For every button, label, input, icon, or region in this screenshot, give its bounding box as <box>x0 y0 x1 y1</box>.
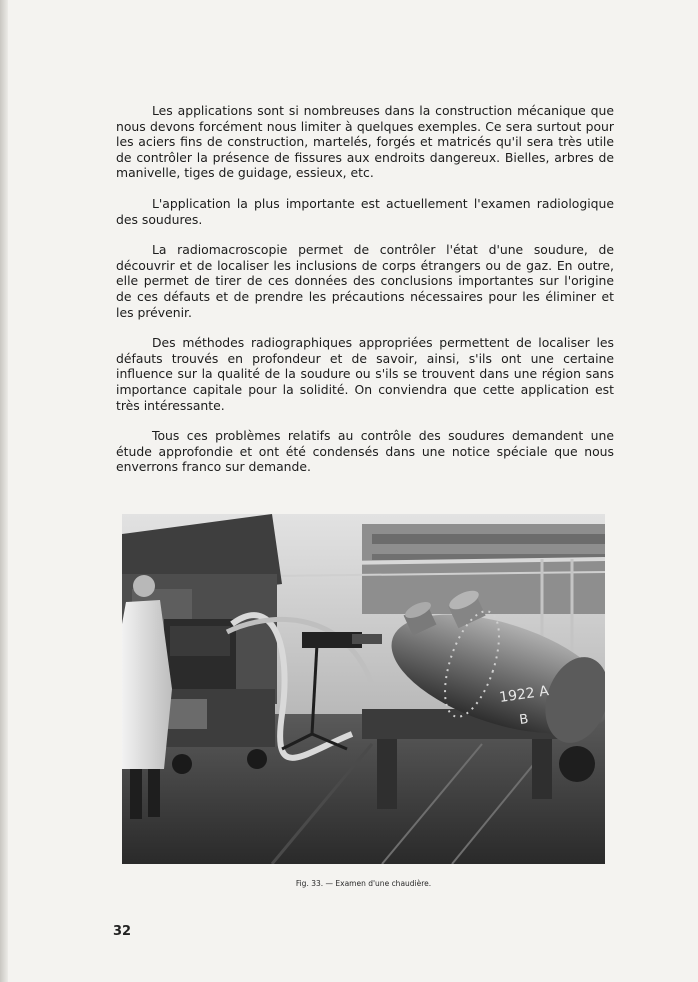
boiler-marking: 1922 A <box>498 683 550 706</box>
paragraph-applications: Les applications sont si nombreuses dans la construction mécanique que nous devons forcément nous limiter à quelques exemples. Ce sera surtout pour les aciers fins de construction, martelés, forgés et matricés qu'il sera très utile de contrôler la présence de fissures aux endroits dangereux. Bielles, arbres de manivelle, tiges de guidage, essieux, etc. <box>116 103 614 181</box>
body-text <box>116 103 614 490</box>
page-number: 32 <box>113 924 132 939</box>
paragraph-methodes: Des méthodes radiographiques appropriées permettent de localiser les défauts trouvés en profondeur et de savoir, ainsi, s'ils ont une certaine influence sur la qualité de la soudure ou s'ils se trouvent dans une région sans importance capitale pour la solidité. On conviendra que cette application est très intéressante. <box>116 335 614 413</box>
paragraph-problemes: Tous ces problèmes relatifs au contrôle des soudures demandent une étude approfondie et ont été condensés dans une notice spéciale que nous enverrons franco sur demande. <box>116 428 614 475</box>
boiler-marking-letter: B <box>518 711 530 728</box>
paragraph-radiomacroscopie: La radiomacroscopie permet de contrôler l'état d'une soudure, de découvrir et de localiser les inclusions de corps étrangers ou de gaz. En outre, elle permet de tirer de ces données des conclusions importantes sur l'origine de ces défauts et de prendre les précautions nécessaires pour les éliminer et les prévenir. <box>116 242 614 320</box>
figure-caption: Fig. 33. — Examen d'une chaudière. <box>295 879 432 888</box>
paragraph-soudures: L'application la plus importante est actuellement l'examen radiologique des soudures. <box>116 195 614 227</box>
figure-photo-boiler-inspection <box>122 514 605 864</box>
page-binding-edge <box>0 0 8 982</box>
